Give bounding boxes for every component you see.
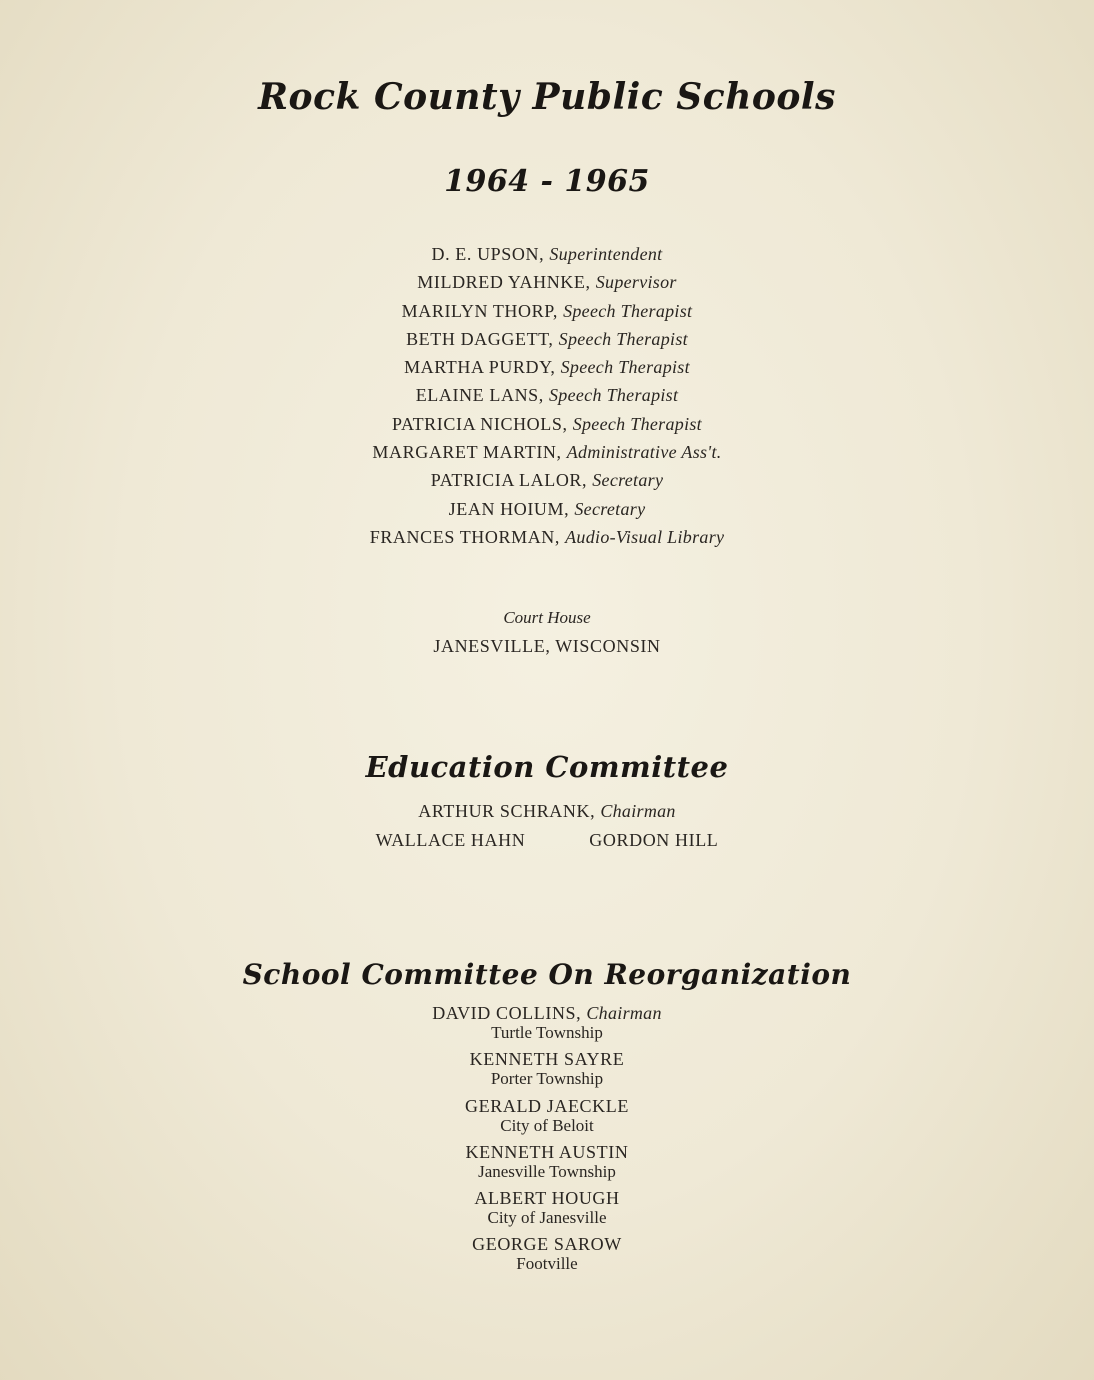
member-township: Turtle Township (491, 1023, 603, 1042)
member-name: GEORGE SAROW (472, 1234, 622, 1255)
member-name: GORDON HILL (589, 830, 719, 850)
member-name: KENNETH AUSTIN (465, 1141, 629, 1162)
member-township: Porter Township (490, 1069, 604, 1089)
member-name: GERALD JAECKLE (465, 1095, 629, 1116)
education-committee-chair (0, 797, 1094, 826)
staff-entry (0, 410, 1094, 438)
staff-name: MARGARET MARTIN, (372, 442, 562, 463)
staff-name: FRANCES THORMAN, (369, 526, 561, 547)
committee-member (0, 1003, 1094, 1049)
staff-role: Speech Therapist (549, 385, 679, 406)
member-name: KENNETH SAYRE (469, 1049, 625, 1070)
staff-name: ELAINE LANS, (415, 385, 544, 406)
committee-member (0, 1234, 1094, 1280)
staff-role: Speech Therapist (560, 357, 690, 378)
office-address (0, 604, 1094, 660)
member-name: ARTHUR SCHRANK, (418, 801, 596, 821)
reorganization-committee-members (0, 1003, 1094, 1281)
committee-member (0, 1188, 1094, 1234)
member-role: Chairman (586, 1003, 662, 1023)
committee-member (0, 1096, 1094, 1142)
staff-entry (0, 466, 1094, 494)
staff-name: D. E. UPSON, (431, 244, 545, 264)
staff-role: Speech Therapist (558, 328, 688, 349)
member-township: City of Janesville (487, 1208, 607, 1228)
staff-entry (0, 325, 1094, 353)
committee-member (0, 1049, 1094, 1095)
staff-role: Administrative Ass't. (566, 442, 722, 463)
staff-entry (0, 495, 1094, 523)
staff-list (0, 240, 1094, 551)
education-committee-heading: Education Committee (365, 750, 729, 784)
staff-entry (0, 268, 1094, 296)
page-title: Rock County Public Schools (258, 76, 836, 118)
staff-name: MILDRED YAHNKE, (417, 272, 591, 293)
member-name: DAVID COLLINS, (432, 1003, 582, 1023)
education-committee-member-row (0, 826, 1094, 855)
staff-entry (0, 381, 1094, 409)
staff-name: MARTHA PURDY, (404, 357, 556, 378)
member-role: Chairman (600, 801, 676, 821)
member-name: WALLACE HAHN (375, 830, 526, 850)
school-year-heading: 1964 - 1965 (444, 164, 650, 199)
education-committee-members (0, 797, 1094, 855)
staff-name: PATRICIA LALOR, (430, 470, 588, 491)
staff-entry (0, 523, 1094, 551)
member-name: ALBERT HOUGH (474, 1188, 620, 1209)
address-city: JANESVILLE, WISCONSIN (433, 636, 661, 656)
member-township: Janesville Township (478, 1161, 616, 1181)
staff-role: Supervisor (595, 272, 677, 293)
staff-name: BETH DAGGETT, (406, 328, 554, 349)
staff-role: Speech Therapist (563, 300, 693, 321)
staff-name: PATRICIA NICHOLS, (392, 413, 568, 434)
staff-entry (0, 240, 1094, 268)
member-township: City of Beloit (500, 1115, 594, 1135)
member-township: Footville (516, 1254, 578, 1274)
staff-role: Secretary (574, 498, 646, 519)
staff-name: MARILYN THORP, (401, 300, 558, 321)
staff-entry (0, 297, 1094, 325)
reorganization-committee-heading: School Committee On Reorganization (242, 958, 852, 991)
address-building: Court House (503, 608, 591, 627)
committee-member (0, 1142, 1094, 1188)
staff-entry (0, 438, 1094, 466)
staff-entry (0, 353, 1094, 381)
staff-role: Superintendent (549, 244, 663, 264)
staff-role: Audio-Visual Library (565, 526, 725, 547)
staff-role: Secretary (592, 470, 664, 491)
staff-role: Speech Therapist (572, 413, 702, 434)
staff-name: JEAN HOIUM, (448, 498, 570, 519)
